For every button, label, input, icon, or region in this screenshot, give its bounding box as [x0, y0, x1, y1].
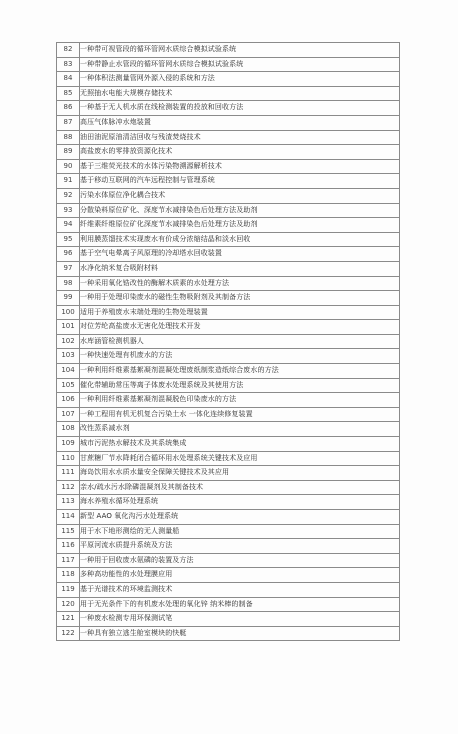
table-row — [57, 218, 400, 233]
table-row — [57, 305, 400, 320]
technology-title: 适用于养殖废水末端处理的生物处理装置 — [80, 305, 400, 320]
table-row — [57, 115, 400, 130]
table-row — [57, 568, 400, 583]
row-number: 103 — [57, 349, 80, 364]
technology-title: 一种快速处理有机废水的方法 — [80, 349, 400, 364]
row-number: 95 — [57, 232, 80, 247]
patent-table-body — [57, 43, 400, 641]
row-number: 85 — [57, 86, 80, 101]
technology-title: 多种高功能性的水处理膜应用 — [80, 568, 400, 583]
table-row — [57, 261, 400, 276]
table-row — [57, 334, 400, 349]
technology-title: 用于无光条件下的有机废水处理的氧化锌 纳米棒的制备 — [80, 597, 400, 612]
table-row — [57, 495, 400, 510]
row-number: 109 — [57, 437, 80, 452]
technology-title: 对位芳纶高盐废水无害化处理技术开发 — [80, 320, 400, 335]
table-row — [57, 437, 400, 452]
technology-title: 一种带可视管段的循环管网水质综合模拟试验系统 — [80, 43, 400, 58]
row-number: 106 — [57, 393, 80, 408]
table-row — [57, 247, 400, 262]
row-number: 107 — [57, 407, 80, 422]
row-number: 96 — [57, 247, 80, 262]
table-row — [57, 480, 400, 495]
row-number: 100 — [57, 305, 80, 320]
technology-title: 用于水下地形测绘的无人测量船 — [80, 524, 400, 539]
table-row — [57, 86, 400, 101]
table-row — [57, 145, 400, 160]
table-row — [57, 597, 400, 612]
table-row — [57, 203, 400, 218]
row-number: 94 — [57, 218, 80, 233]
row-number: 101 — [57, 320, 80, 335]
row-number: 90 — [57, 159, 80, 174]
row-number: 117 — [57, 553, 80, 568]
technology-title: 纤维素纤维原位矿化深度节水减排染色后处理方法及助剂 — [80, 218, 400, 233]
row-number: 115 — [57, 524, 80, 539]
table-row — [57, 510, 400, 525]
technology-title: 基于光谱技术的环境监测技术 — [80, 582, 400, 597]
row-number: 118 — [57, 568, 80, 583]
row-number: 92 — [57, 188, 80, 203]
technology-title: 高压气体脉冲水炮装置 — [80, 115, 400, 130]
row-number: 110 — [57, 451, 80, 466]
technology-title: 一种具有独立逃生舱室模块的快艇 — [80, 626, 400, 641]
technology-title: 一种采用氧化锆改性的酶解木质素的水处理方法 — [80, 276, 400, 291]
table-row — [57, 320, 400, 335]
table-row — [57, 393, 400, 408]
row-number: 112 — [57, 480, 80, 495]
table-row — [57, 159, 400, 174]
row-number: 87 — [57, 115, 80, 130]
table-row — [57, 174, 400, 189]
row-number: 119 — [57, 582, 80, 597]
row-number: 114 — [57, 510, 80, 525]
row-number: 89 — [57, 145, 80, 160]
technology-title: 基于空气电晕离子风原理的冷却塔水回收装置 — [80, 247, 400, 262]
table-row — [57, 232, 400, 247]
patent-table — [56, 42, 400, 641]
row-number: 116 — [57, 539, 80, 554]
technology-title: 无照抽水电能大规模存储技术 — [80, 86, 400, 101]
technology-title: 一种用于回收废水氨磷的装置及方法 — [80, 553, 400, 568]
table-row — [57, 539, 400, 554]
technology-title: 利用膜蒸馏技术实现废水有价成分浓缩结晶和淡水回收 — [80, 232, 400, 247]
row-number: 121 — [57, 612, 80, 627]
table-row — [57, 349, 400, 364]
table-row — [57, 101, 400, 116]
table-row — [57, 612, 400, 627]
technology-title: 高盐废水的零排放资源化技术 — [80, 145, 400, 160]
table-row — [57, 43, 400, 58]
technology-title: 水库涵管检测机器人 — [80, 334, 400, 349]
table-row — [57, 276, 400, 291]
row-number: 104 — [57, 364, 80, 379]
technology-title: 海水养殖水循环处理系统 — [80, 495, 400, 510]
table-row — [57, 188, 400, 203]
table-row — [57, 582, 400, 597]
table-row — [57, 378, 400, 393]
technology-title: 海岛饮用水水质水量安全保障关键技术及其应用 — [80, 466, 400, 481]
table-row — [57, 407, 400, 422]
row-number: 102 — [57, 334, 80, 349]
row-number: 82 — [57, 43, 80, 58]
technology-title: 甘蔗糖厂节水降耗闭合循环用水处理系统关键技术及应用 — [80, 451, 400, 466]
row-number: 83 — [57, 57, 80, 72]
table-row — [57, 626, 400, 641]
technology-title: 改性蒸系减水剂 — [80, 422, 400, 437]
row-number: 99 — [57, 291, 80, 306]
row-number: 98 — [57, 276, 80, 291]
row-number: 120 — [57, 597, 80, 612]
technology-title: 一种用于处理印染废水的磁性生物吸附剂及其制备方法 — [80, 291, 400, 306]
row-number: 113 — [57, 495, 80, 510]
table-row — [57, 451, 400, 466]
technology-title: 水净化纳米复合吸附材料 — [80, 261, 400, 276]
table-row — [57, 72, 400, 87]
table-row — [57, 466, 400, 481]
technology-title: 基于移动互联网的汽车远程控制与管理系统 — [80, 174, 400, 189]
row-number: 93 — [57, 203, 80, 218]
row-number: 86 — [57, 101, 80, 116]
technology-title: 一种利用纤维素基絮凝剂混凝脱色印染废水的方法 — [80, 393, 400, 408]
row-number: 84 — [57, 72, 80, 87]
row-number: 122 — [57, 626, 80, 641]
technology-title: 油田油泥原油清洁回收与残渣焚烧技术 — [80, 130, 400, 145]
table-row — [57, 422, 400, 437]
technology-title: 污染水体原位净化耦合技术 — [80, 188, 400, 203]
technology-title: 新型 AAO 氧化沟污水处理系统 — [80, 510, 400, 525]
technology-title: 亲水/疏水污水除磷混凝剂及其制备技术 — [80, 480, 400, 495]
technology-title: 分散染料原位矿化、深度节水减排染色后处理方法及助剂 — [80, 203, 400, 218]
technology-title: 催化带辅助常压等离子体废水处理系统及其使用方法 — [80, 378, 400, 393]
technology-title: 一种利用纤维素基絮凝剂混凝处理废纸制浆造纸综合废水的方法 — [80, 364, 400, 379]
technology-title: 基于三维荧光技术的水体污染物溯源解析技术 — [80, 159, 400, 174]
technology-title: 一种基于无人机水质在线检测装置的投放和回收方法 — [80, 101, 400, 116]
technology-title: 城市污泥热水解技术及其系统集成 — [80, 437, 400, 452]
row-number: 105 — [57, 378, 80, 393]
row-number: 97 — [57, 261, 80, 276]
table-row — [57, 57, 400, 72]
row-number: 111 — [57, 466, 80, 481]
table-row — [57, 553, 400, 568]
technology-title: 一种废水检测专用环保测试笔 — [80, 612, 400, 627]
technology-title: 一种带静止水管段的循环管网水质综合模拟试验系统 — [80, 57, 400, 72]
row-number: 108 — [57, 422, 80, 437]
table-row — [57, 364, 400, 379]
row-number: 91 — [57, 174, 80, 189]
technology-title: 平原河流水质提升系统及方法 — [80, 539, 400, 554]
table-row — [57, 291, 400, 306]
row-number: 88 — [57, 130, 80, 145]
table-row — [57, 524, 400, 539]
technology-title: 一种工程用有机无机复合污染土水 一体化连续修复装置 — [80, 407, 400, 422]
technology-title: 一种体积法测量管网外源入侵的系统和方法 — [80, 72, 400, 87]
table-row — [57, 130, 400, 145]
